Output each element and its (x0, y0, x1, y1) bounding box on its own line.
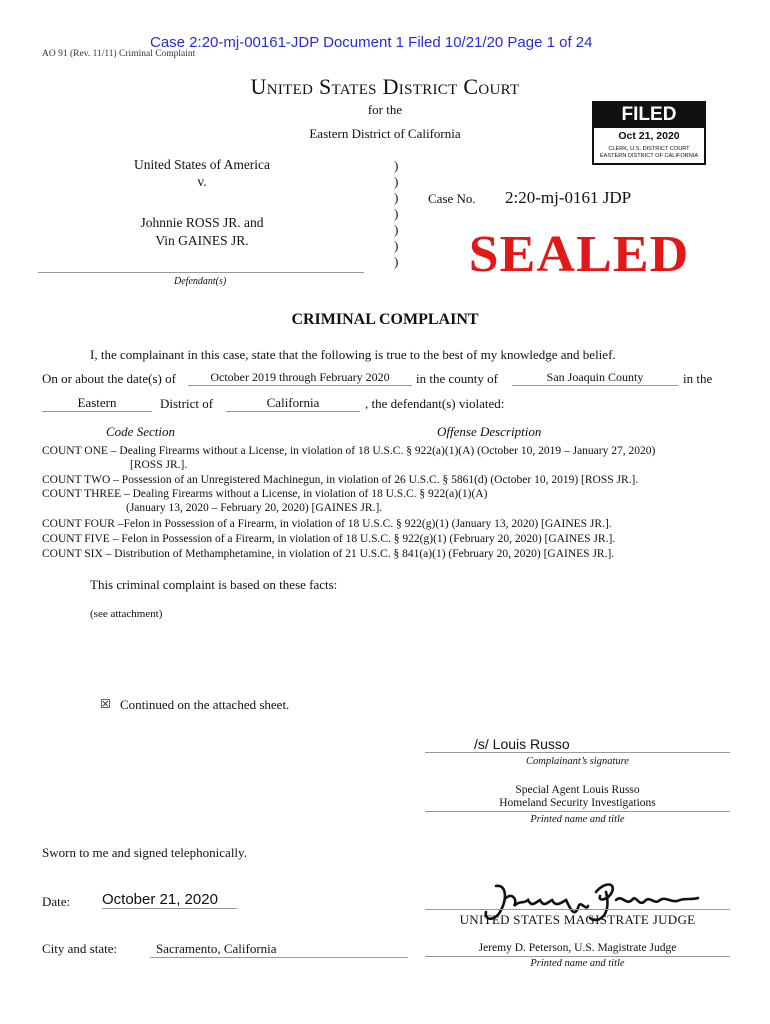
complainant-signature-label: Complainant’s signature (526, 756, 629, 767)
case-no-label: Case No. (428, 191, 476, 206)
filed-stamp (592, 101, 706, 165)
count-line: COUNT FIVE – Felon in Possession of a Firearm, in violation of 18 U.S.C. § 922(g)(1) (February 20, 2020) [GAINES JR.]. (42, 533, 616, 545)
printed-name-label: Printed name and title (530, 814, 625, 825)
judge-printed-name-label: Printed name and title (530, 958, 625, 969)
count-line: COUNT SIX – Distribution of Methamphetamine, in violation of 21 U.S.C. § 841(a)(1) (February 20, 2020) [GAINES JR.]. (42, 548, 615, 560)
caption-divider (38, 272, 364, 273)
continued-checkbox[interactable]: ☒ (100, 697, 111, 711)
defendant-line-1: Johnnie ROSS JR. and (140, 215, 264, 230)
court-title: United States District Court (250, 74, 520, 99)
caption-paren: ) (394, 158, 399, 173)
based-on-label: This criminal complaint is based on these facts: (90, 577, 338, 592)
continued-label: Continued on the attached sheet. (120, 697, 290, 712)
case-header-stamp: Case 2:20-mj-00161-JDP Document 1 Filed 10/21/20 Page 1 of 24 (150, 34, 593, 51)
caption-paren: ) (394, 222, 399, 237)
date-range-field: October 2019 through February 2020 (188, 370, 412, 386)
city-state-value: Sacramento, California (150, 941, 408, 958)
sealed-stamp: SEALED (468, 226, 690, 283)
case-number: 2:20-mj-0161 JDP (505, 188, 632, 207)
caption-paren: ) (394, 254, 399, 269)
signature-line (425, 752, 730, 753)
offense-header: Offense Description (437, 424, 542, 439)
filed-label: FILED (594, 101, 704, 128)
in-the-label: in the (683, 371, 713, 386)
violated-label: , the defendant(s) violated: (365, 396, 505, 411)
district-name: Eastern District of California (309, 126, 461, 141)
agent-name: Special Agent Louis Russo (515, 784, 640, 796)
code-section-header: Code Section (106, 424, 175, 439)
caption-paren: ) (394, 206, 399, 221)
filed-clerk (594, 146, 704, 160)
count-line: (January 13, 2020 – February 20, 2020) [GAINES JR.]. (126, 502, 383, 514)
versus-label: v. (197, 174, 207, 189)
agent-agency: Homeland Security Investigations (499, 797, 656, 809)
complaint-title: CRIMINAL COMPLAINT (291, 311, 479, 328)
filed-date: Oct 21, 2020 (618, 130, 680, 142)
defendants-label: Defendant(s) (174, 276, 227, 287)
judge-title: UNITED STATES MAGISTRATE JUDGE (459, 912, 696, 927)
plaintiff-name: United States of America (133, 157, 271, 172)
on-or-about-label: On or about the date(s) of (42, 371, 176, 386)
clerk-line-2: EASTERN DISTRICT OF CALIFORNIA (599, 153, 699, 159)
caption-paren: ) (394, 238, 399, 253)
complainant-signature: /s/ Louis Russo (474, 736, 570, 752)
caption-paren: ) (394, 190, 399, 205)
city-state-label: City and state: (42, 941, 118, 956)
date-label: Date: (42, 894, 71, 909)
judge-name: Jeremy D. Peterson, U.S. Magistrate Judge (478, 942, 677, 954)
see-attachment: (see attachment) (90, 608, 163, 620)
defendant-line-2: Vin GAINES JR. (155, 233, 249, 248)
sworn-statement: Sworn to me and signed telephonically. (42, 845, 247, 860)
complaint-intro: I, the complainant in this case, state that the following is true to the best of my knowledge and belief. (90, 347, 616, 362)
clerk-line-1: CLERK, U.S. DISTRICT COURT (608, 146, 690, 152)
district-of-label: District of (160, 396, 214, 411)
for-the-label: for the (367, 102, 403, 117)
count-line: COUNT TWO – Possession of an Unregistered Machinegun, in violation of 26 U.S.C. § 5861(d) (October 10, 2019) [ROSS JR.]. (42, 474, 639, 486)
date-value: October 21, 2020 (102, 891, 237, 909)
count-line: COUNT FOUR –Felon in Possession of a Firearm, in violation of 18 U.S.C. § 922(g)(1) (January 13, 2020) [GAINES JR.]. (42, 518, 612, 530)
county-label: in the county of (416, 371, 498, 386)
count-line: COUNT THREE – Dealing Firearms without a License, in violation of 18 U.S.C. § 922(a)(1)(A) (42, 488, 488, 500)
state-field: California (226, 395, 360, 412)
count-line: [ROSS JR.]. (130, 459, 188, 471)
district-field: Eastern (42, 395, 152, 412)
county-field: San Joaquin County (512, 370, 678, 386)
judge-signature-line (425, 909, 730, 910)
judge-printed-name-line (425, 956, 730, 957)
form-id: AO 91 (Rev. 11/11) Criminal Complaint (42, 49, 196, 59)
caption-paren: ) (394, 174, 399, 189)
count-line: COUNT ONE – Dealing Firearms without a License, in violation of 18 U.S.C. § 922(a)(1)(A) (October 10, 2019 – January 27, 2020) (42, 445, 656, 457)
printed-name-line (425, 811, 730, 812)
